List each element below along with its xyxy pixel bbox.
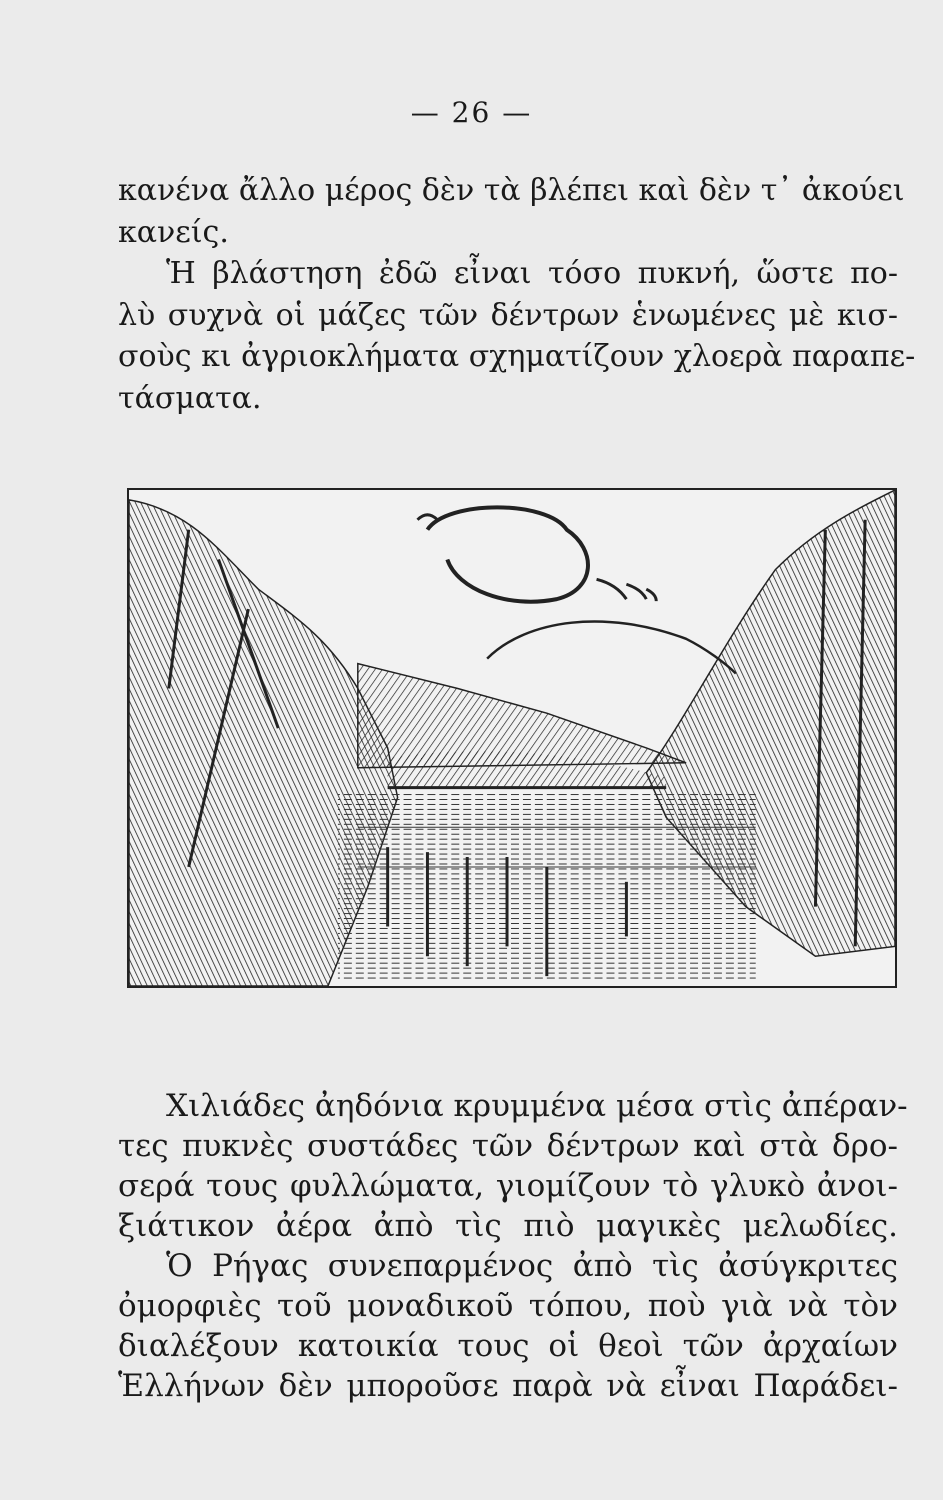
paragraph-2	[118, 1086, 908, 1406]
paragraph-1	[118, 170, 916, 419]
page-number: — 26 —	[410, 96, 533, 129]
text-line: τάσματα.	[118, 380, 262, 416]
text-line: σοὺς κι ἀγριοκλήματα σχηματίζουν χλοερὰ παραπε-	[118, 339, 916, 374]
text-line: Ἑλλήνων δὲν μποροῦσε παρὰ νὰ εἶναι Παράδει-	[118, 1368, 898, 1404]
landscape-illustration	[127, 488, 897, 988]
lake-engraving-image	[129, 490, 895, 986]
text-line: ξιάτικον ἀέρα ἀπὸ τὶς πιὸ μαγικὲς μελωδίες.	[118, 1208, 898, 1244]
text-line: σερά τους φυλλώματα, γιομίζουν τὸ γλυκὸ ἀνοι-	[118, 1168, 898, 1204]
text-line: Ἡ βλάστηση ἐδῶ εἶναι τόσο πυκνή, ὥστε πο-	[166, 256, 898, 291]
text-line: λὺ συχνὰ οἱ μάζες τῶν δέντρων ἑνωμένες μὲ κισ-	[118, 297, 898, 333]
text-line: Ὁ Ρήγας συνεπαρμένος ἀπὸ τὶς ἀσύγκριτες	[166, 1248, 898, 1284]
text-line: κανένα ἄλλο μέρος δὲν τὰ βλέπει καὶ δὲν τ᾽ ἀκούει	[118, 173, 905, 208]
text-line: διαλέξουν κατοικία τους οἱ θεοὶ τῶν ἀρχαίων	[118, 1328, 898, 1364]
text-line: κανείς.	[118, 214, 229, 250]
text-line: ὀμορφιὲς τοῦ μοναδικοῦ τόπου, ποὺ γιὰ νὰ τὸν	[118, 1288, 898, 1324]
text-line: Χιλιάδες ἀηδόνια κρυμμένα μέσα στὶς ἀπέραν-	[166, 1088, 908, 1124]
text-line: τες πυκνὲς συστάδες τῶν δέντρων καὶ στὰ δρο-	[118, 1128, 898, 1164]
